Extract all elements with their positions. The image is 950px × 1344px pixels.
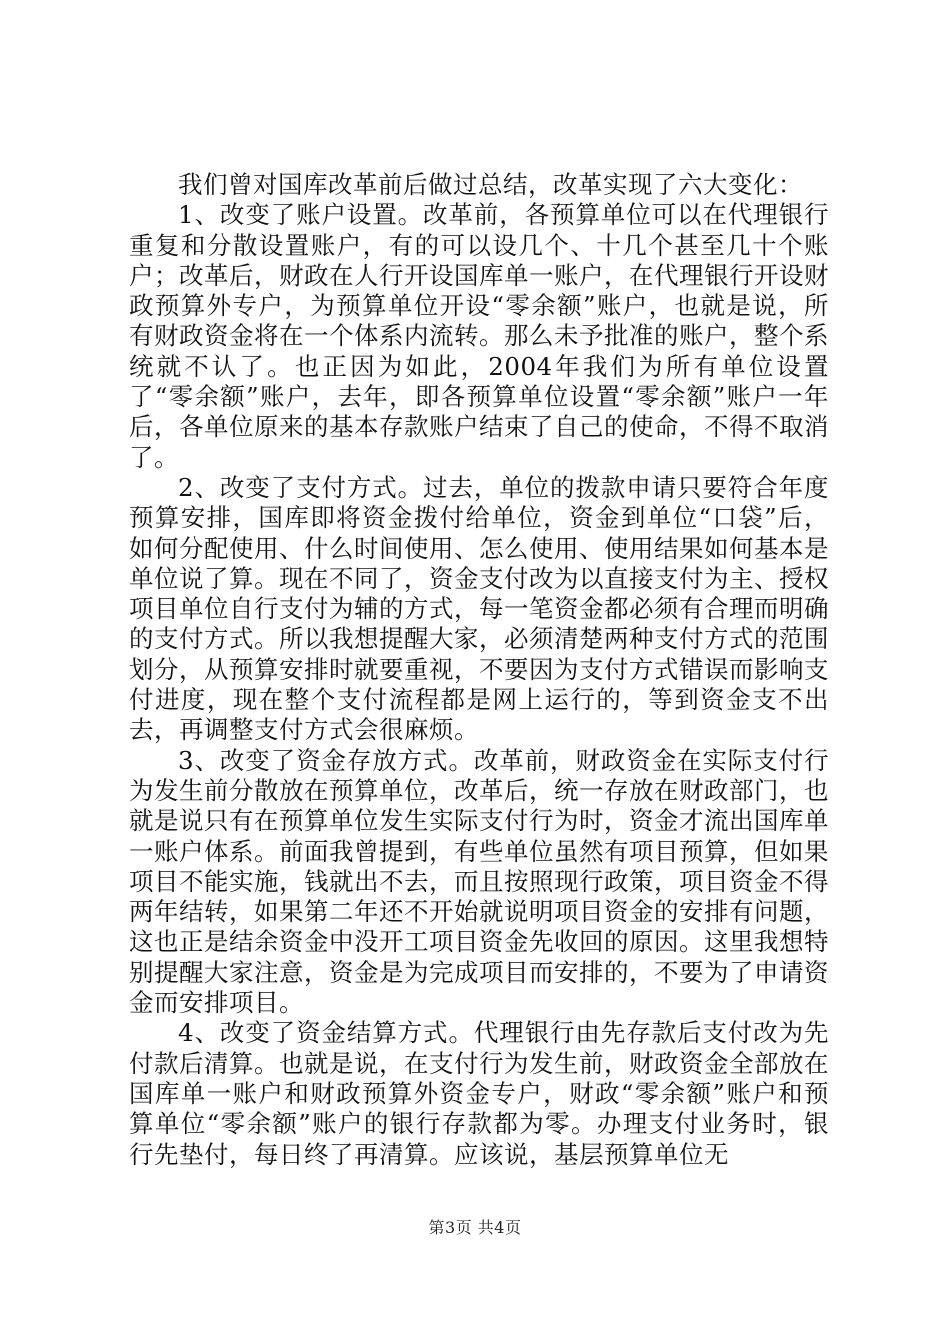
paragraph-fund-storage: 3、改变了资金存放方式。改革前，财政资金在实际支付行为发生前分散放在预算单位，改革后，统一存放在财政部门，也就是说只有在预算单位发生实际支付行为时，资金才流出国库单一账户体系。前面我曾提到，有些单位虽然有项目预算，但如果项目不能实施，钱就出不去，而且按照现行政策，项目资金不得两年结转，如果第二年还不开始就说明项目资金的安排有问题，这也正是结余资金中没开工项目资金先收回的原因。这里我想特别提醒大家注意，资金是为完成项目而安排的，不要为了申请资金而安排项目。 <box>129 745 829 1018</box>
paragraph-intro: 我们曾对国库改革前后做过总结，改革实现了六大变化： <box>178 170 803 199</box>
paragraph-settlement: 4、改变了资金结算方式。代理银行由先存款后支付改为先付款后清算。也就是说，在支付行为发生前，财政资金全部放在国库单一账户和财政预算外资金专户，财政“零余额”账户和预算单位“零余额”账户的银行存款都为零。办理支付业务时，银行先垫付，每日终了再清算。应该说，基层预算单位无 <box>129 1018 829 1169</box>
paragraph-payment-method: 2、改变了支付方式。过去，单位的拨款申请只要符合年度预算安排，国库即将资金拨付给单位，资金到单位“口袋”后，如何分配使用、什么时间使用、怎么使用、使用结果如何基本是单位说了算。现在不同了，资金支付改为以直接支付为主、授权项目单位自行支付为辅的方式，每一笔资金都必须有合理而明确的支付方式。所以我想提醒大家，必须清楚两种支付方式的范围划分，从预算安排时就要重视，不要因为支付方式错误而影响支付进度，现在整个支付流程都是网上运行的，等到资金支不出去，再调整支付方式会很麻烦。 <box>129 472 829 745</box>
page-number-footer: 第3页 共4页 <box>428 1218 522 1237</box>
paragraph-account-setup: 1、改变了账户设置。改革前，各预算单位可以在代理银行重复和分散设置账户，有的可以设几个、十几个甚至几十个账户；改革后，财政在人行开设国库单一账户，在代理银行开设财政预算外专户，为预算单位开设“零余额”账户，也就是说，所有财政资金将在一个体系内流转。那么未予批准的账户，整个系统就不认了。也正因为如此，2004年我们为所有单位设置了“零余额”账户，去年，即各预算单位设置“零余额”账户一年后，各单位原来的基本存款账户结束了自己的使命，不得不取消了。 <box>129 200 829 472</box>
document-body <box>129 170 829 1170</box>
